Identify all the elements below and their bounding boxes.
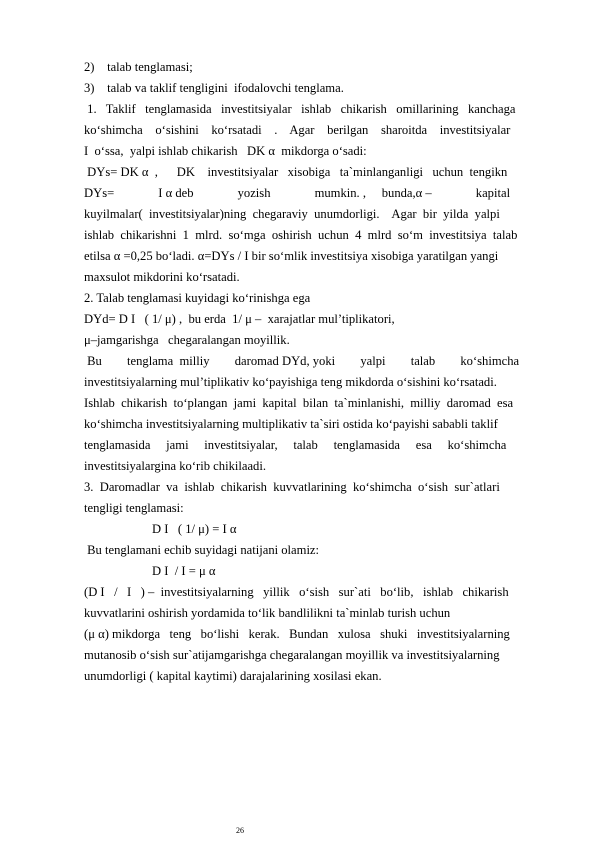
page-number: 26 bbox=[236, 826, 244, 835]
text-line: ko‘shimcha o‘sishini ko‘rsatadi . Agar berilgan sharoitda investitsiyalar bbox=[84, 123, 511, 137]
text-line: I o‘ssa, yalpi ishlab chikarish DK α mikdorga o‘sadi: bbox=[84, 144, 367, 158]
text-line: maxsulot mikdorini ko‘rsatadi. bbox=[84, 270, 240, 284]
text-line: (D I / I ) – investitsiyalarning yillik o‘sish sur`ati bo‘lib, ishlab chikarish bbox=[84, 585, 509, 599]
text-line: unumdorligi ( kapital kaytimi) darajalarining xosilasi ekan. bbox=[84, 669, 382, 683]
text-line: etilsa α =0,25 bo‘ladi. α=DYs / I bir so‘mlik investitsiya xisobiga yaratilgan yangi bbox=[84, 249, 499, 263]
section-heading: 3. Daromadlar va ishlab chikarish kuvvatlarining ko‘shimcha o‘sish sur`atlari bbox=[84, 480, 500, 494]
text-line: investitsiyalarning mul’tiplikativ ko‘payishiga teng mikdorda o‘sishini ko‘rsatadi. bbox=[84, 375, 497, 389]
text-line: (μ α) mikdorga teng bo‘lishi kerak. Bundan xulosa shuki investitsiyalarning bbox=[84, 627, 510, 641]
text-line: 1. Taklif tenglamasida investitsiyalar ishlab chikarish omillarining kanchaga bbox=[84, 102, 516, 116]
list-item-3: 3) talab va taklif tengligini ifodalovchi tenglama. bbox=[84, 81, 344, 95]
text-line: kuyilmalar( investitsiyalar)ning chegaraviy unumdorligi. Agar bir yilda yalpi bbox=[84, 207, 500, 221]
text-line: DYs= DK α , DK investitsiyalar xisobiga ta`minlanganligi uchun tengikn bbox=[84, 165, 508, 179]
text-line: kuvvatlarini oshirish yordamida to‘lik bandlilikni ta`minlab turish uchun bbox=[84, 606, 451, 620]
text-line: investitsiyalargina ko‘rib chikilaadi. bbox=[84, 459, 266, 473]
text-line: Bu tenglama milliy daromad DYd, yoki yalpi talab ko‘shimcha bbox=[84, 354, 520, 368]
formula-line: DYd= D I ( 1/ μ) , bu erda 1/ μ – xarajatlar mul’tiplikatori, bbox=[84, 312, 395, 326]
section-heading: 2. Talab tenglamasi kuyidagi ko‘rinishga ega bbox=[84, 291, 311, 305]
formula-line: D I / I = μ α bbox=[152, 564, 216, 578]
text-line: μ–jamgarishga chegaralangan moyillik. bbox=[84, 333, 290, 347]
text-line: mutanosib o‘sish sur`atijamgarishga chegaralangan moyillik va investitsiyalarning bbox=[84, 648, 500, 662]
text-line: Bu tenglamani echib suyidagi natijani olamiz: bbox=[84, 543, 320, 557]
text-line: tengligi tenglamasi: bbox=[84, 501, 184, 515]
formula-line: D I ( 1/ μ) = I α bbox=[152, 522, 237, 536]
text-line: Ishlab chikarish to‘plangan jami kapital bilan ta`minlanishi, milliy daromad esa bbox=[84, 396, 514, 410]
text-line: DYs= I α deb yozish mumkin. , bunda,α – kapital bbox=[84, 186, 511, 200]
text-line: ko‘shimcha investitsiyalarning multiplikativ ta`siri ostida ko‘payishi sababli taklif bbox=[84, 417, 498, 431]
list-item-2: 2) talab tenglamasi; bbox=[84, 60, 193, 74]
text-line: ishlab chikarishni 1 mlrd. so‘mga oshirish uchun 4 mlrd so‘m investitsiya talab bbox=[84, 228, 518, 242]
text-line: tenglamasida jami investitsiyalar, talab tenglamasida esa ko‘shimcha bbox=[84, 438, 507, 452]
